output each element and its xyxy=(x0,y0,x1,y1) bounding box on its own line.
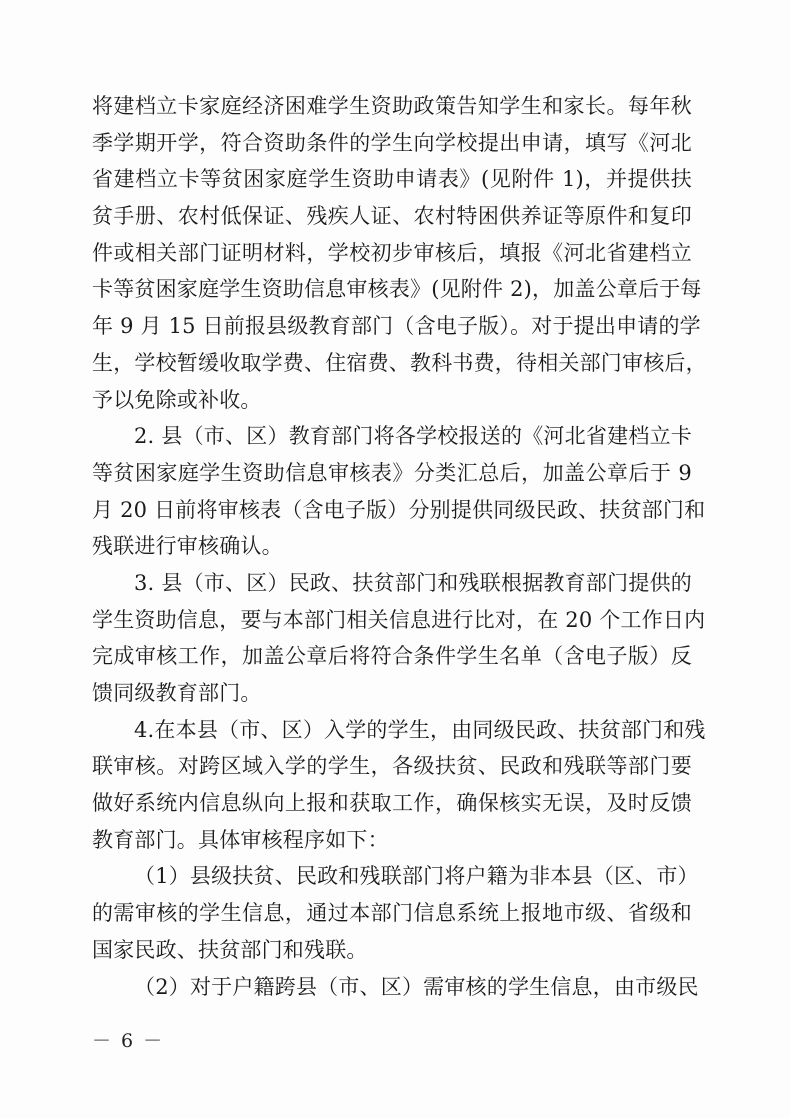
text-line: 3. 县（市、区）民政、扶贫部门和残联根据教育部门提供的 xyxy=(134,570,692,595)
text-line: 2. 县（市、区）教育部门将各学校报送的《河北省建档立卡 xyxy=(134,424,692,449)
text-line: 予以免除或补收。 xyxy=(92,387,262,412)
text-line: 季学期开学，符合资助条件的学生向学校提出申请，填写《河北 xyxy=(92,130,692,155)
body-text xyxy=(92,88,707,1005)
text-line: 完成审核工作，加盖公章后将符合条件学生名单（含电子版）反 xyxy=(92,644,692,669)
text-line: 件或相关部门证明材料，学校初步审核后，填报《河北省建档立 xyxy=(92,240,692,265)
text-line: 学生资助信息，要与本部门相关信息进行比对，在 20 个工作日内 xyxy=(92,607,706,632)
text-line: 教育部门。具体审核程序如下： xyxy=(92,827,389,852)
page-number: － 6 － xyxy=(92,1030,165,1052)
text-line: 馈同级教育部门。 xyxy=(92,681,262,705)
text-line: 等贫困家庭学生资助信息审核表》分类汇总后，加盖公章后于 9 xyxy=(92,460,692,485)
text-line: 年 9 月 15 日前报县级教育部门（含电子版）。对于提出申请的学 xyxy=(92,314,701,339)
text-line: 生，学校暂缓收取学费、住宿费、教科书费，待相关部门审核后， xyxy=(92,350,707,375)
text-line: 卡等贫困家庭学生资助信息审核表》(见附件 2)，加盖公章后于每 xyxy=(92,277,702,302)
text-line: 月 20 日前将审核表（含电子版）分别提供同级民政、扶贫部门和 xyxy=(92,497,706,522)
text-line: （2）对于户籍跨县（市、区）需审核的学生信息，由市级民 xyxy=(134,974,699,999)
text-line: 做好系统内信息纵向上报和获取工作，确保核实无误，及时反馈 xyxy=(92,791,692,816)
text-line: 省建档立卡等贫困家庭学生资助申请表》(见附件 1)，并提供扶 xyxy=(92,167,692,192)
text-line: 国家民政、扶贫部门和残联。 xyxy=(92,937,368,962)
text-line: 4.在本县（市、区）入学的学生，由同级民政、扶贫部门和残 xyxy=(134,717,706,742)
text-line: 联审核。对跨区域入学的学生，各级扶贫、民政和残联等部门要 xyxy=(92,754,692,779)
text-line: （1）县级扶贫、民政和残联部门将户籍为非本县（区、市） xyxy=(134,864,699,889)
text-line: 残联进行审核确认。 xyxy=(92,534,283,559)
text-line: 贫手册、农村低保证、残疾人证、农村特困供养证等原件和复印 xyxy=(92,204,692,229)
text-line: 的需审核的学生信息，通过本部门信息系统上报地市级、省级和 xyxy=(92,901,692,926)
text-line: 将建档立卡家庭经济困难学生资助政策告知学生和家长。每年秋 xyxy=(92,94,692,118)
